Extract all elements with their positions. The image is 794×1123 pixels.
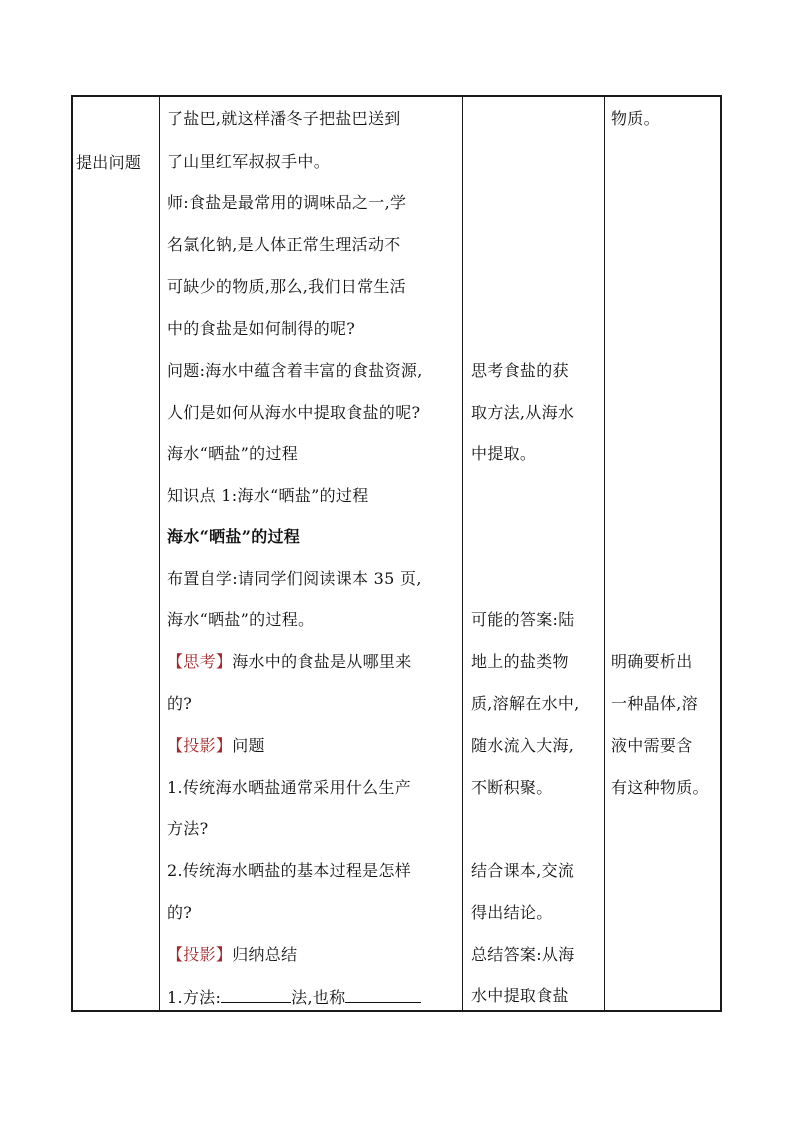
design-intent-column — [611, 97, 722, 1010]
text-line: 一种晶体,溶 — [611, 694, 698, 713]
text-line: 1.传统海水晒盐通常采用什么生产 — [167, 778, 412, 797]
text-line: 液中需要含 — [611, 736, 693, 755]
text-line: 1.方法: 法,也称 — [167, 986, 421, 1008]
column-divider — [604, 97, 605, 1010]
text-line: 问题:海水中蕴含着丰富的食盐资源, — [167, 361, 423, 380]
lesson-table — [71, 95, 722, 1012]
text-line: 【思考】海水中的食盐是从哪里来 — [167, 652, 412, 671]
text-line: 布置自学:请同学们阅读课本 35 页, — [167, 569, 422, 588]
section-heading: 海水“晒盐”的过程 — [167, 527, 301, 546]
stage-column — [73, 97, 159, 1010]
text-line: 【投影】问题 — [167, 736, 265, 755]
text-line: 总结答案:从海 — [471, 945, 575, 964]
text-line: 【投影】归纳总结 — [167, 945, 298, 964]
text-line: 2.传统海水晒盐的基本过程是怎样 — [167, 861, 412, 880]
text-line: 名氯化钠,是人体正常生理活动不 — [167, 235, 401, 254]
text-line: 中提取。 — [471, 444, 537, 463]
text-line: 知识点 1:海水“晒盐”的过程 — [167, 486, 369, 505]
text-line: 得出结论。 — [471, 903, 553, 922]
think-tag: 【思考】 — [167, 652, 233, 671]
text-line: 的? — [167, 903, 193, 922]
column-divider — [159, 97, 160, 1010]
text-line: 水中提取食盐 — [471, 986, 569, 1005]
text-line: 不断积聚。 — [471, 778, 553, 797]
text-line: 明确要析出 — [611, 652, 693, 671]
text-line: 了山里红军叔叔手中。 — [167, 152, 331, 171]
projection-tag: 【投影】 — [167, 945, 233, 964]
text-line: 中的食盐是如何制得的呢? — [167, 319, 356, 338]
fill-blank — [221, 986, 291, 1003]
text-line: 师:食盐是最常用的调味品之一,学 — [167, 193, 407, 212]
text-line: 结合课本,交流 — [471, 861, 575, 880]
text-line: 可缺少的物质,那么,我们日常生活 — [167, 277, 406, 296]
text-line: 海水“晒盐”的过程。 — [167, 610, 315, 629]
text-line: 可能的答案:陆 — [471, 610, 575, 629]
text-line: 随水流入大海, — [471, 736, 575, 755]
text-line: 人们是如何从海水中提取食盐的呢? — [167, 403, 421, 422]
text-line: 方法? — [167, 819, 209, 838]
fill-blank — [345, 986, 421, 1003]
text-line: 地上的盐类物 — [471, 652, 569, 671]
teacher-activity-column — [167, 97, 462, 1010]
column-divider — [462, 97, 463, 1010]
stage-label: 提出问题 — [76, 153, 142, 172]
text-line: 质,溶解在水中, — [471, 694, 580, 713]
text-line: 了盐巴,就这样潘冬子把盐巴送到 — [167, 109, 401, 128]
projection-tag: 【投影】 — [167, 736, 233, 755]
student-activity-column — [471, 97, 604, 1010]
text-line: 取方法,从海水 — [471, 403, 575, 422]
text-line: 思考食盐的获 — [471, 361, 569, 380]
text-line: 物质。 — [611, 109, 660, 128]
text-line: 海水“晒盐”的过程 — [167, 444, 299, 463]
text-line: 有这种物质。 — [611, 778, 709, 797]
text-line: 的? — [167, 694, 193, 713]
